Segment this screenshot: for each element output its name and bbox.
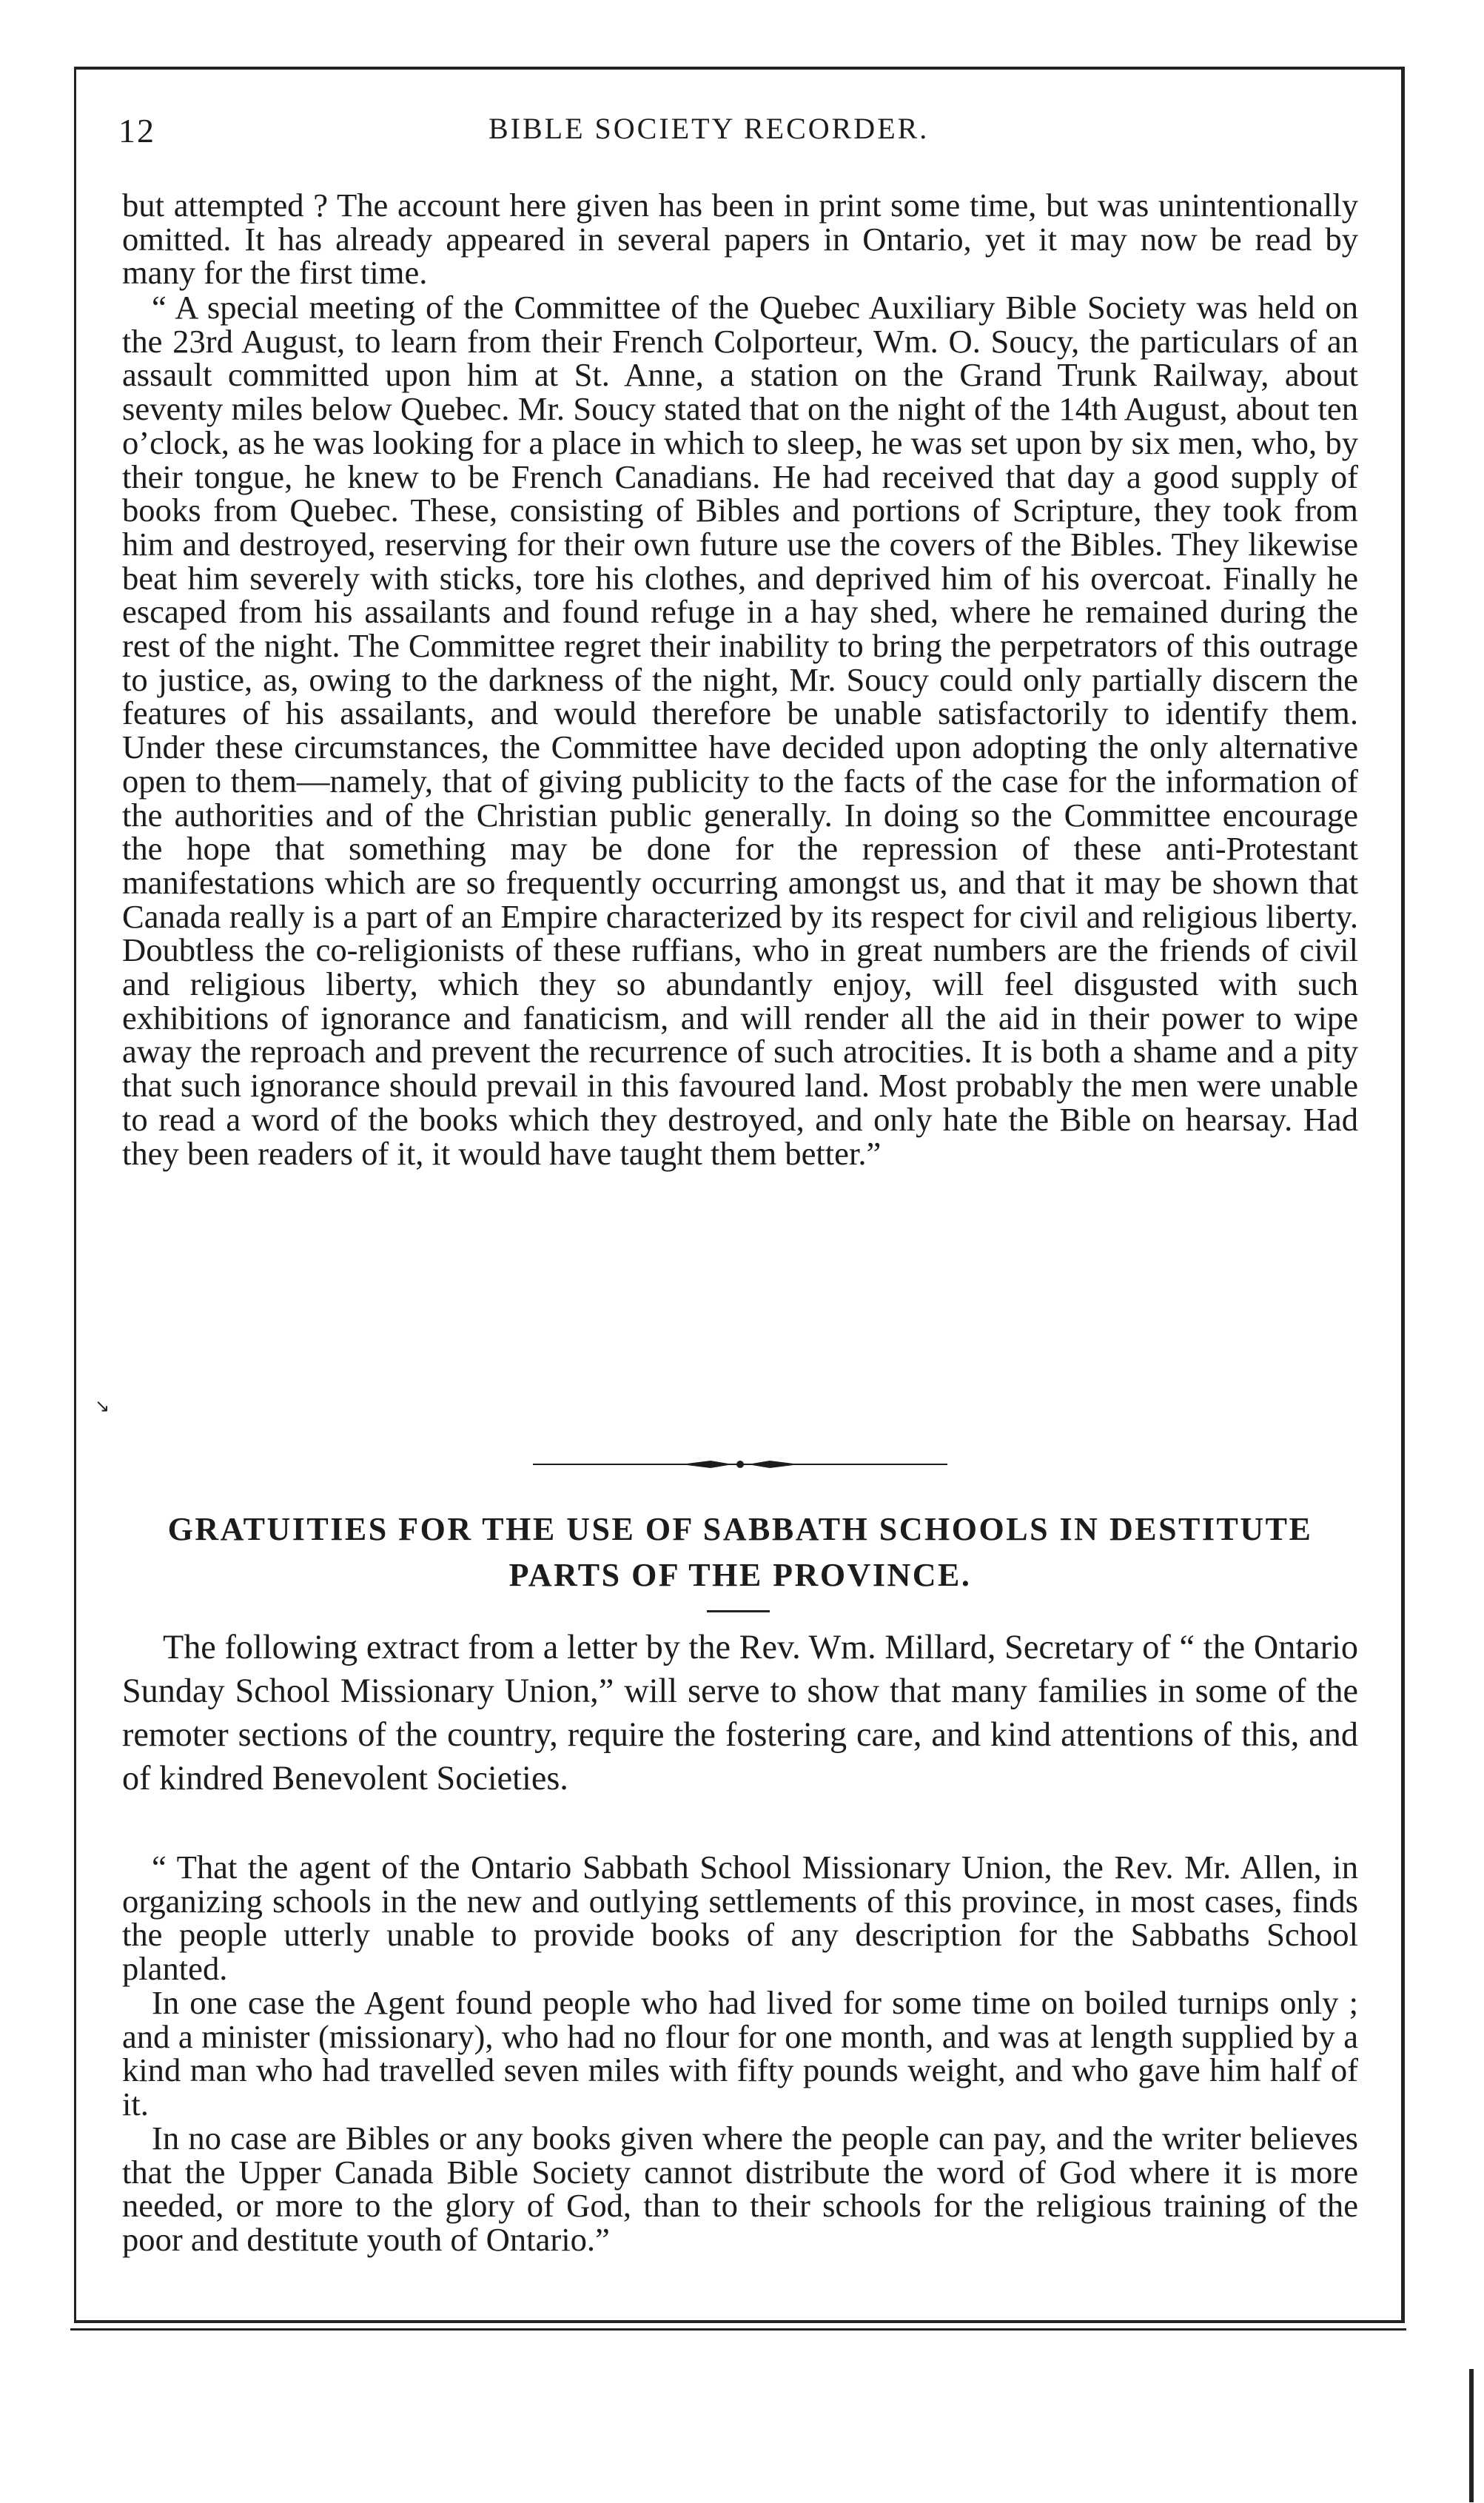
letter-paragraph-2: In one case the Agent found people who had lived for some time on boiled turnips only ; and a minister (missionary), who had no flour for one month, and was at length supplied by a kind man who had travelled seven miles with fifty pounds weight, and who gave him half of it.	[122, 1984, 1358, 2123]
margin-bar	[1469, 2369, 1474, 2502]
section-intro-paragraph: The following extract from a letter by the Rev. Wm. Millard, Secretary of “ the Ontario Sunday School Missionary Union,” will serve to show that many families in some of the remoter sections of the country, require the fostering care, and kind attentions of this, and of kindred Benevolent Societies.	[122, 1628, 1358, 1797]
page-number: 12	[118, 112, 155, 150]
letter-paragraph-1: “ That the agent of the Ontario Sabbath School Missionary Union, the Rev. Mr. Allen, in organizing schools in the new and outlying settlements of this province, in most cases, finds the people utterly unable to provide books of any description for the Sabbaths School planted.	[122, 1849, 1358, 1988]
running-title: BIBLE SOCIETY RECORDER.	[488, 112, 930, 145]
letter-paragraph-3: In no case are Bibles or any books given where the people can pay, and the writer believes that the Upper Canada Bible Society cannot distribute the word of God where it is more needed, or more to the glory of God, than to their schools for the religious training of the poor and destitute youth of Ontario.”	[122, 2120, 1358, 2259]
article-intro-paragraph: but attempted ? The account here given has been in print some time, but was unintentionally omitted. It has already appeared in several papers in Ontario, yet it may now be read by many for the first time.	[122, 187, 1358, 292]
quoted-report-paragraph: “ A special meeting of the Committee of the Quebec Auxiliary Bible Society was held on the 23rd August, to learn from their French Colporteur, Wm. O. Soucy, the particulars of an assault committed upon him at St. Anne, a station on the Grand Trunk Railway, about seventy miles below Quebec. Mr. Soucy stated that on the night of the 14th August, about ten o’clock, as he was looking for a place in which to sleep, he was set upon by six men, who, by their tongue, he knew to be French Canadians. He had received that day a good supply of books from Quebec. These, consisting of Bibles and portions of Scripture, they took from him and destroyed, reserving for their own future use the covers of the Bibles. They likewise beat him severely with sticks, tore his clothes, and deprived him of his overcoat. Finally he escaped from his assailants and found refuge in a hay shed, where he remained during the rest of the night. The Committee regret their inability to bring the perpetrators of this outrage to justice, as, owing to the darkness of the night, Mr. Soucy could only partially discern the features of his assailants, and would therefore be unable satisfactorily to identify them. Under these circumstances, the Committee have decided upon adopting the only alternative open to them—namely, that of giving publicity to the facts of the case for the information of the authorities and of the Christian public generally. In doing so the Committee encourage the hope that something may be done for the repression of these anti-Protestant manifestations which are so frequently occurring amongst us, and that it may be shown that Canada really is a part of an Empire characterized by its respect for civil and religious liberty. Doubtless the co-religionists of these ruffians, who in great numbers are the friends of civil and religious liberty, which they so abundantly enjoy, will feel disgusted with such exhibitions of ignorance and fanaticism, and will render all the aid in their power to wipe away the reproach and prevent the recurrence of such atrocities. It is both a shame and a pity that such ignorance should prevail in this favoured land. Most probably the men were unable to read a word of the books which they destroyed, and only hate the Bible on hearsay. Had they been readers of it, it would have taught them better.”	[122, 289, 1358, 1172]
heading-underline	[707, 1610, 770, 1612]
margin-mark-icon: ↘	[95, 1395, 110, 1416]
section-divider-ornament	[533, 1457, 947, 1472]
bottom-rule	[70, 2328, 1406, 2331]
section-heading: GRATUITIES FOR THE USE OF SABBATH SCHOOLS IN DESTITUTE PARTS OF THE PROVINCE.	[167, 1511, 1313, 1593]
